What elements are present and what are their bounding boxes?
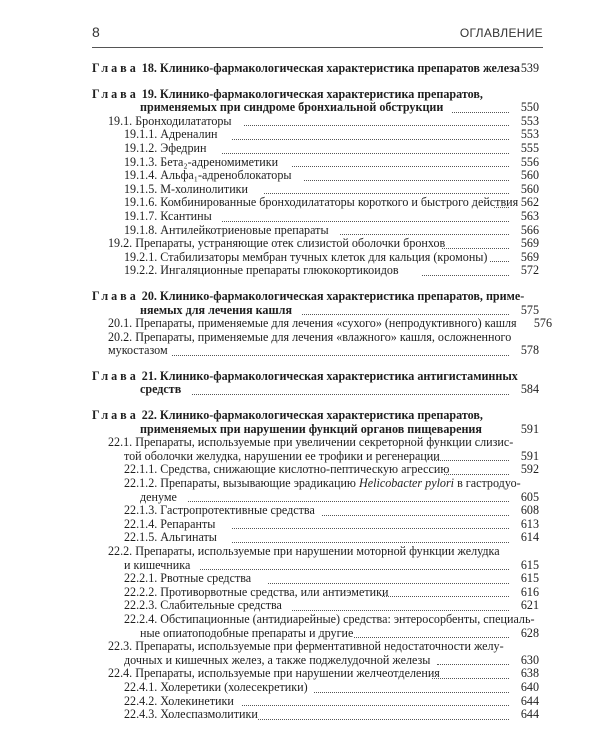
entry-text: 22.4. Препараты, используемые при нарушении желчеотделения (108, 666, 440, 681)
toc-entry (92, 183, 539, 197)
table-of-contents (92, 61, 552, 722)
entry-text-line1: 22.1. Препараты, используемые при увеличении секреторной функции слизис- (108, 435, 514, 450)
dot-leader (432, 447, 509, 462)
chapter-title-line2: средств (140, 382, 182, 397)
toc-entry (92, 531, 539, 545)
page-ref: 578 (520, 343, 539, 358)
page-ref: 630 (520, 652, 539, 667)
page-ref: 644 (520, 707, 539, 722)
entry-text: 19.1.7. Ксантины (124, 208, 212, 223)
entry-text: 22.1.1. Средства, снижающие кислотно-пептическую агрессию (124, 462, 450, 477)
entry-text: 22.1.3. Гастропротективные средства (124, 503, 315, 518)
dot-leader (382, 583, 509, 598)
page-ref: 572 (520, 263, 539, 278)
chapter-label: Глава (92, 368, 139, 383)
page-ref: 553 (520, 127, 539, 142)
page-ref: 616 (520, 584, 539, 599)
dot-leader (452, 98, 509, 113)
toc-chapter-20-cont (92, 304, 539, 318)
entry-text-a: 22.1.2. Препараты, вызывающие эрадикацию (124, 476, 359, 491)
page-ref: 569 (520, 249, 539, 264)
toc-chapter-18 (92, 62, 539, 76)
page-ref: 584 (520, 382, 539, 397)
entry-text: 19.2.1. Стабилизаторы мембран тучных клеток для кальция (кромоны) (124, 249, 488, 264)
page-ref: 539 (520, 61, 539, 75)
entry-text-c: в гастродуо- (454, 476, 521, 491)
page-ref: 605 (520, 489, 539, 504)
page-ref: 613 (520, 516, 539, 531)
page-ref: 560 (520, 181, 539, 196)
dot-leader (322, 501, 509, 516)
entry-text-italic: Helicobacter pylori (359, 476, 455, 491)
dot-leader (188, 488, 509, 503)
dot-leader (437, 651, 509, 666)
page-ref: 576 (533, 316, 552, 331)
dot-leader (354, 624, 509, 639)
page-ref: 563 (520, 208, 539, 223)
toc-entry (92, 264, 539, 278)
page-ref: 550 (520, 100, 539, 115)
chapter-title-line2: применяемых при нарушении функций органов пищеварения (140, 421, 482, 436)
page-ref: 615 (520, 571, 539, 586)
chapter-title: 18. Клинико-фармакологическая характеристика препаратов железа (141, 61, 520, 75)
entry-text: 22.1.4. Репаранты (124, 516, 216, 531)
dot-leader (490, 248, 509, 263)
entry-text: 19.1.5. М-холинолитики (124, 181, 249, 196)
chapter-title-line1: 22. Клинико-фармакологическая характеристика препаратов, (141, 408, 483, 423)
entry-text-line1: 22.3. Препараты, используемые при ферментативной недостаточности желу- (108, 639, 504, 654)
toc-entry (92, 237, 539, 251)
entry-text-line1: 22.2.4. Обстипационные (антидиарейные) средства: энтеросорбенты, специаль- (124, 611, 535, 626)
page-ref: 562 (520, 195, 539, 210)
toc-entry (92, 599, 539, 613)
running-header: ОГЛАВЛЕНИЕ (459, 26, 543, 40)
page-ref: 638 (520, 666, 539, 681)
toc-entry (92, 463, 539, 477)
entry-text-line2: и кишечника (124, 557, 191, 572)
page-ref: 575 (520, 302, 539, 317)
dot-leader (432, 664, 509, 679)
chapter-title-line1: 21. Клинико-фармакологическая характеристика антигистаминных (141, 368, 518, 383)
page-ref: 560 (520, 168, 539, 183)
dot-leader (314, 678, 509, 693)
entry-text: 19.2.2. Ингаляционные препараты глюкокортикоидов (124, 263, 399, 278)
entry-text: 22.2.1. Рвотные средства (124, 571, 252, 586)
page-ref: 591 (520, 448, 539, 463)
chapter-label: Глава (92, 408, 139, 423)
dot-leader (172, 341, 509, 356)
entry-text-line2: ные опиатоподобные препараты и другие (140, 625, 354, 640)
entry-text: 19.1.3. Бета₂-адреномиметики (124, 154, 279, 169)
chapter-title-line2: няемых для лечения кашля (140, 302, 293, 317)
dot-leader (268, 569, 509, 584)
page-ref: 614 (520, 530, 539, 545)
page-ref: 608 (520, 503, 539, 518)
header-rule (92, 47, 543, 48)
dot-leader (258, 705, 509, 720)
dot-leader (422, 261, 509, 276)
entry-text: 19.1.2. Эфедрин (124, 140, 207, 155)
toc-entry (92, 316, 552, 331)
page-ref: 569 (520, 236, 539, 251)
dot-leader (222, 207, 509, 222)
toc-chapter-22 (92, 409, 539, 423)
page-ref: 621 (520, 598, 539, 613)
entry-text-line2: денуме (140, 489, 177, 504)
dot-leader (494, 193, 509, 208)
page-ref: 644 (520, 693, 539, 708)
entry-text: 19.1.4. Альфа₁-адреноблокаторы (124, 168, 292, 183)
dot-leader (244, 112, 509, 127)
chapter-title-line2: применяемых при синдроме бронхиальной обструкции (140, 100, 444, 115)
dot-leader (264, 180, 509, 195)
dot-leader (292, 596, 509, 611)
dot-leader (222, 139, 509, 154)
page-ref: 592 (520, 462, 539, 477)
dot-leader (442, 234, 509, 249)
entry-text: 22.2.3. Слабительные средства (124, 598, 282, 613)
entry-text: 22.4.1. Холеретики (холесекретики) (124, 679, 308, 694)
dot-leader (192, 380, 509, 395)
dot-leader (444, 460, 509, 475)
dot-leader (232, 125, 509, 140)
entry-text-line1: 22.2. Препараты, используемые при нарушении моторной функции желудка (108, 544, 500, 558)
chapter-label: Глава (92, 61, 139, 75)
entry-text: 19.1.1. Адреналин (124, 127, 218, 142)
toc-chapter-22-cont (92, 423, 539, 437)
chapter-title-line1: 19. Клинико-фармакологическая характеристика препаратов, (141, 86, 483, 101)
entry-text: 19.1. Бронходилататоры (108, 113, 232, 128)
page-ref: 615 (520, 557, 539, 572)
chapter-label: Глава (92, 86, 139, 101)
page-ref: 555 (520, 140, 539, 155)
dot-leader (302, 301, 509, 316)
entry-text: 22.4.2. Холекинетики (124, 693, 234, 708)
page-number: 8 (92, 24, 100, 40)
entry-text-line1: 20.2. Препараты, применяемые для лечения «влажного» кашля, осложненного (108, 329, 512, 344)
entry-text: 19.1.8. Антилейкотриеновые препараты (124, 222, 329, 237)
dot-leader (340, 221, 509, 236)
dot-leader (232, 528, 509, 543)
entry-text: 22.2.2. Противорвотные средства, или антиэметики (124, 584, 389, 599)
page-ref: 628 (520, 625, 539, 640)
page-ref: 556 (520, 154, 539, 169)
page-ref: 553 (520, 113, 539, 128)
entry-text: 20.1. Препараты, применяемые для лечения «сухого» (непродуктивного) кашля (108, 316, 517, 331)
dot-leader (200, 556, 509, 571)
entry-text-line2: мукостазом (108, 343, 168, 358)
entry-text: 22.1.5. Альгинаты (124, 530, 217, 545)
chapter-title-line1: 20. Клинико-фармакологическая характеристика препаратов, приме- (141, 288, 525, 303)
toc-chapter-21-cont (92, 383, 539, 397)
page-ref: 591 (520, 421, 539, 436)
toc-entry-cont (92, 627, 539, 641)
page-ref: 640 (520, 679, 539, 694)
toc-entry (92, 708, 539, 722)
entry-text: 22.4.3. Холеспазмолитики (124, 707, 258, 722)
entry-text: 19.2. Препараты, устраняющие отек слизистой оболочки бронхов (108, 236, 446, 251)
dot-leader (242, 692, 509, 707)
chapter-label: Глава (92, 288, 139, 303)
toc-entry-cont (92, 344, 539, 358)
dot-leader (292, 153, 509, 168)
entry-text-line2: дочных и кишечных желез, а также поджелудочной железы (124, 652, 431, 667)
entry-text-line2: той оболочки желудка, нарушении ее трофики и регенерации (124, 448, 440, 463)
entry-text: 19.1.6. Комбинированные бронходилататоры короткого и быстрого действия (124, 195, 519, 210)
page-ref: 566 (520, 222, 539, 237)
dot-leader (304, 166, 509, 181)
dot-leader (232, 515, 509, 530)
